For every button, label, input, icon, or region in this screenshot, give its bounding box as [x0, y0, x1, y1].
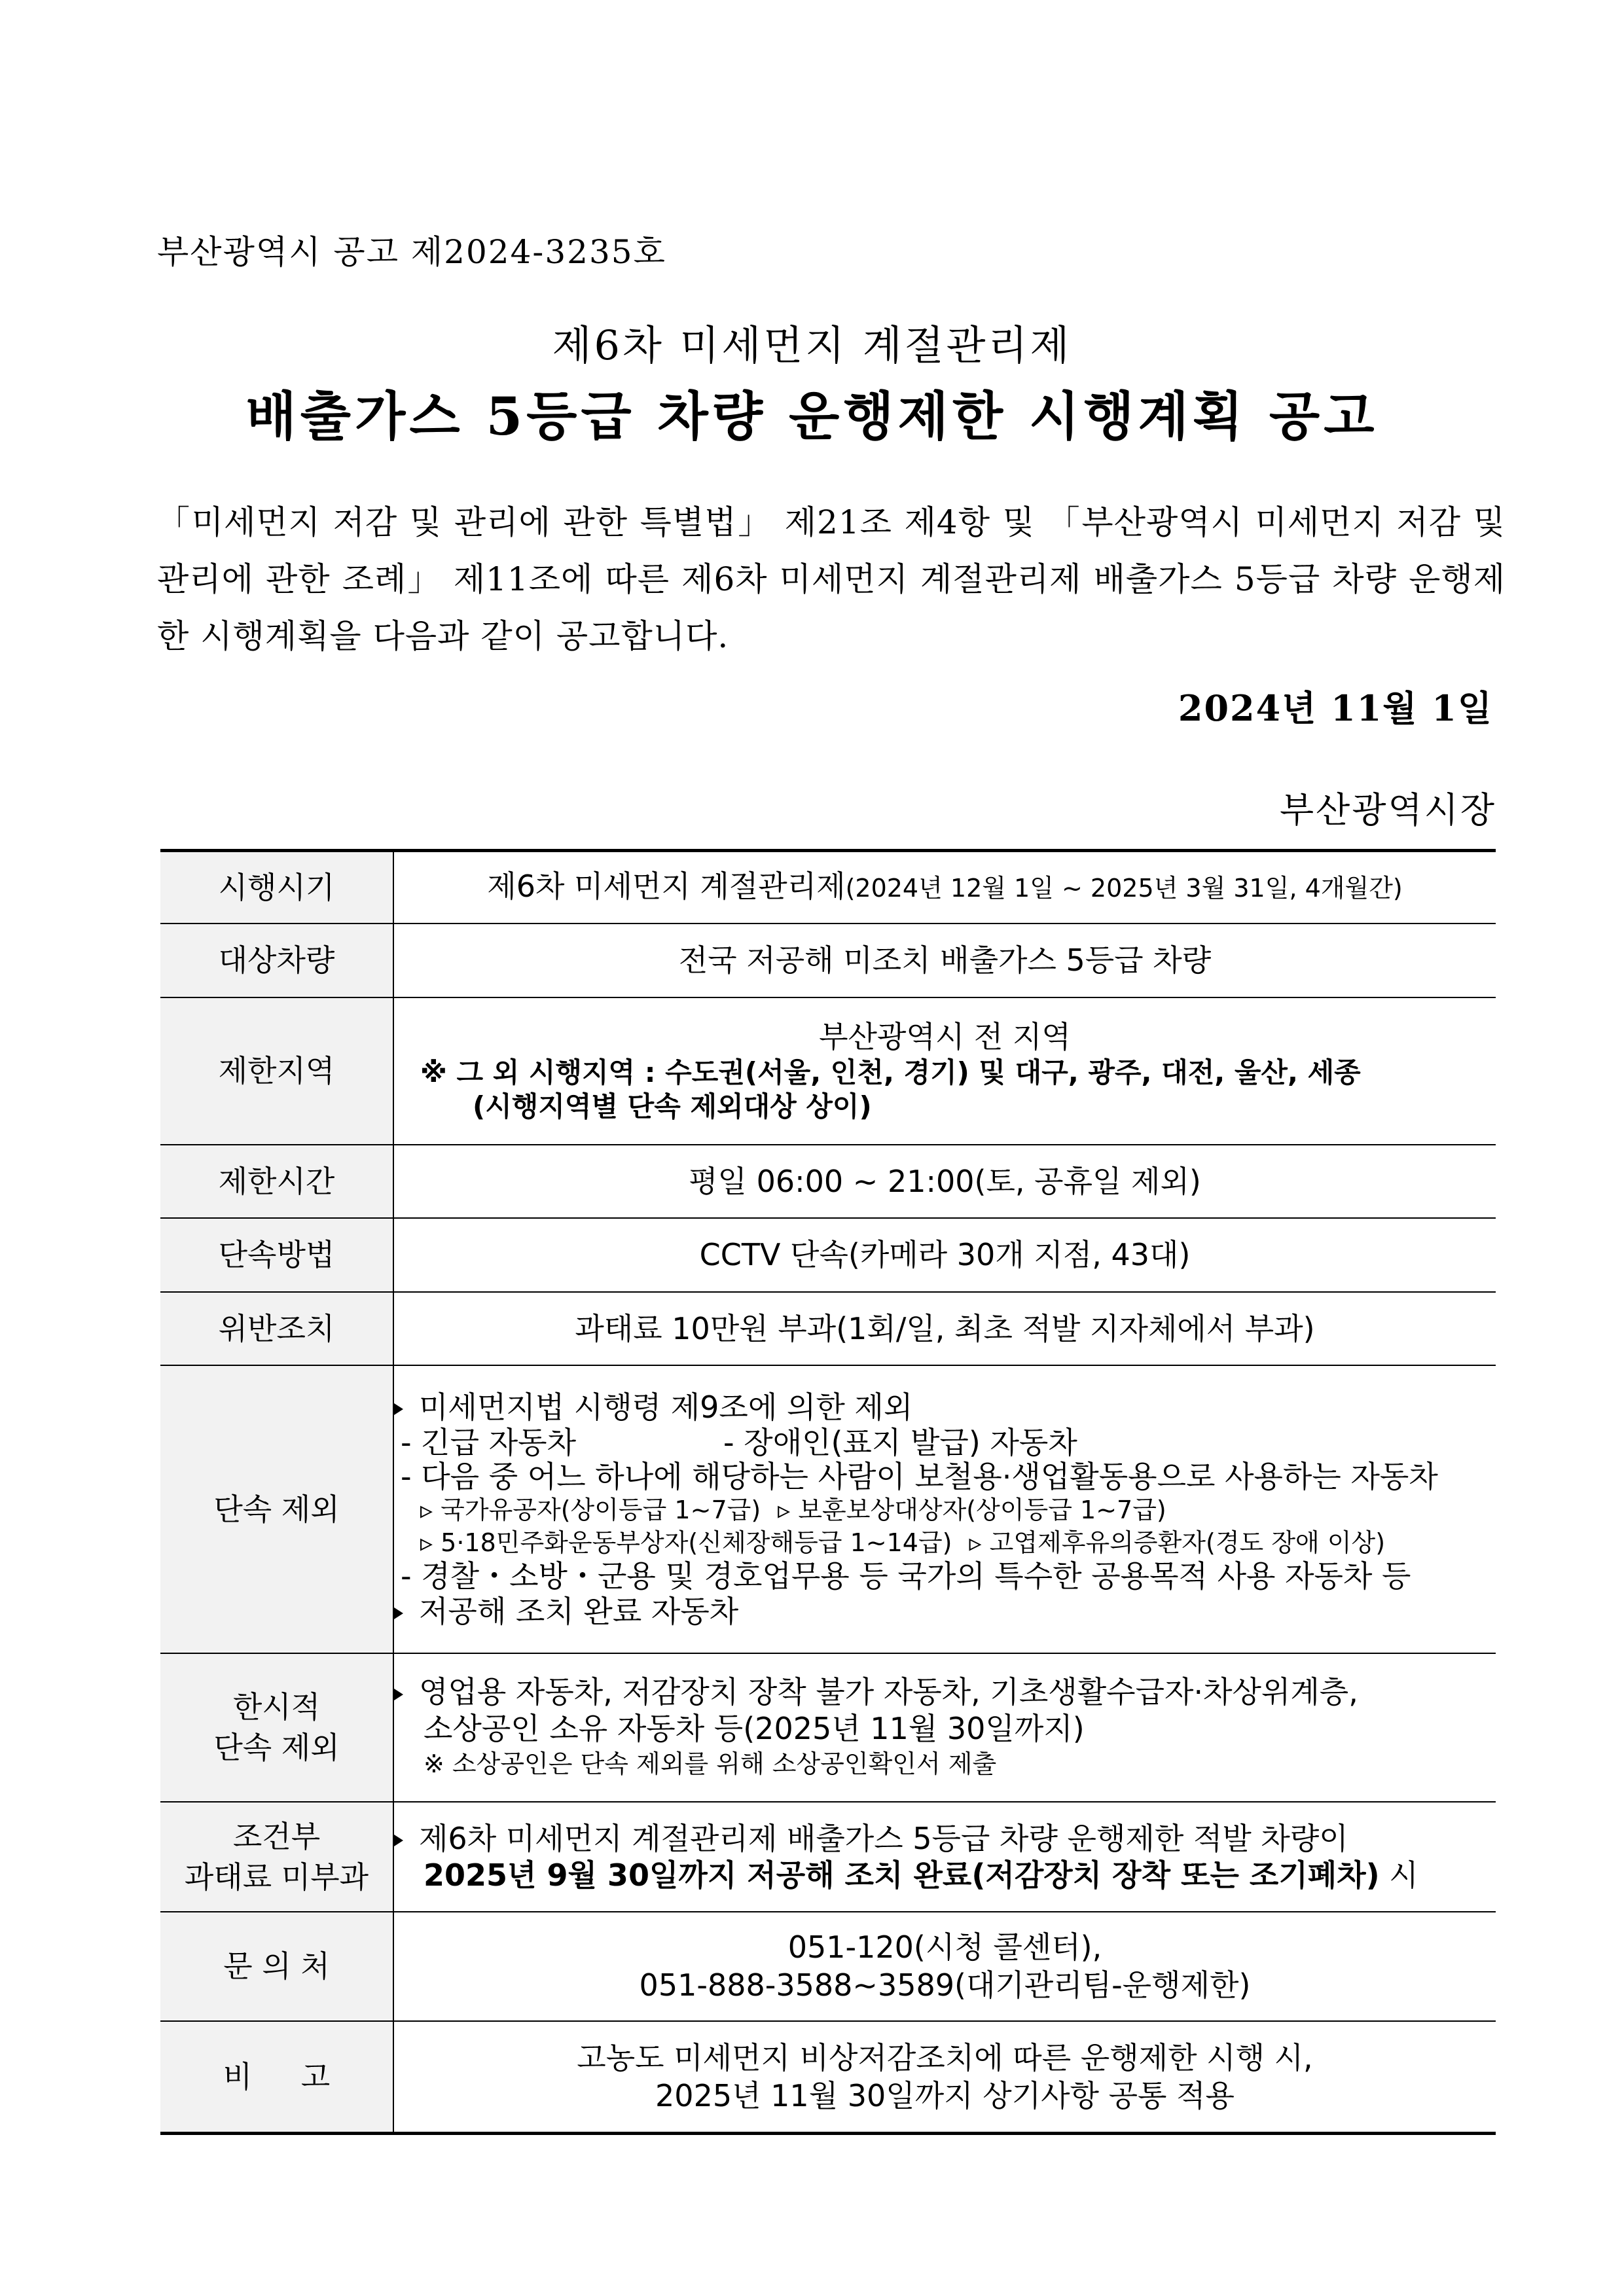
value-method: CCTV 단속(카메라 30개 지점, 43대): [393, 1218, 1496, 1292]
label-conditional: 조건부 과태료 미부과: [160, 1802, 393, 1912]
label-contact: 문 의 처: [160, 1912, 393, 2021]
row-time: [160, 1145, 1496, 1218]
value-temp-exclusion: [393, 1653, 1496, 1802]
notice-date: 2024년 11월 1일: [1178, 687, 1493, 729]
plan-table: [160, 849, 1496, 2135]
row-vehicles: [160, 924, 1496, 997]
temp-exclusion-line-1: 영업용 자동차, 저감장치 장착 불가 자동차, 기초생활수급자·차상위계층,: [394, 1674, 1496, 1710]
value-contact: [393, 1912, 1496, 2021]
exclusion-item-2: 저공해 조치 완료 자동차: [394, 1593, 1496, 1630]
contact-line-2: 051-888-3588~3589(대기관리팀-운행제한): [639, 1967, 1251, 2003]
period-main: 제6차 미세먼지 계절관리제: [487, 869, 846, 905]
value-region: [393, 997, 1496, 1145]
triangle-bullet-icon: [394, 1607, 403, 1619]
label-region: 제한지역: [160, 997, 393, 1145]
temp-exclusion-line-2: 소상공인 소유 자동차 등(2025년 11월 30일까지): [424, 1711, 1085, 1746]
label-remarks: 비 고: [160, 2021, 393, 2134]
label-period: 시행시기: [160, 851, 393, 924]
row-method: [160, 1218, 1496, 1292]
remarks-line-1: 고농도 미세먼지 비상저감조치에 따른 운행제한 시행 시,: [577, 2039, 1313, 2075]
value-period: [393, 851, 1496, 924]
value-remarks: [393, 2021, 1496, 2134]
exclusion-sub-1: ▹ 국가유공자(상이등급 1~7급) ▹ 보훈보상대상자(상이등급 1~7급): [420, 1495, 1166, 1524]
region-value: 부산광역시 전 지역: [819, 1019, 1071, 1054]
triangle-bullet-icon: [394, 1689, 403, 1700]
row-conditional: [160, 1802, 1496, 1912]
title-line-2: 배출가스 5등급 차량 운행제한 시행계획 공고: [245, 386, 1379, 447]
label-vehicles: 대상차량: [160, 924, 393, 997]
value-conditional: [393, 1802, 1496, 1912]
value-penalty: 과태료 10만원 부과(1회/일, 최초 적발 지자체에서 부과): [393, 1292, 1496, 1365]
value-exclusion: [393, 1365, 1496, 1653]
period-detail: (2024년 12월 1일 ~ 2025년 3월 31일, 4개월간): [845, 874, 1403, 903]
exclusion-dash-1: - 긴급 자동차 - 장애인(표지 발급) 자동차: [401, 1424, 1077, 1460]
temp-exclusion-note: ※ 소상공인은 단속 제외를 위해 소상공인확인서 제출: [424, 1749, 997, 1778]
exclusion-dash-3: - 경찰・소방・군용 및 경호업무용 등 국가의 특수한 공용목적 사용 자동차 등: [401, 1558, 1411, 1594]
exclusion-item-1: 미세먼지법 시행령 제9조에 의한 제외: [394, 1389, 1496, 1426]
row-period: [160, 851, 1496, 924]
region-note-2: (시행지역별 단속 제외대상 상이): [473, 1090, 872, 1122]
label-temp-exclusion: 한시적 단속 제외: [160, 1653, 393, 1802]
label-time: 제한시간: [160, 1145, 393, 1218]
row-remarks: [160, 2021, 1496, 2134]
triangle-bullet-icon: [394, 1835, 403, 1846]
row-penalty: [160, 1292, 1496, 1365]
row-temp-exclusion: [160, 1653, 1496, 1802]
exclusion-dash-2: - 다음 중 어느 하나에 해당하는 사람이 보철용·생업활동용으로 사용하는 자동차: [401, 1458, 1438, 1494]
label-method: 단속방법: [160, 1218, 393, 1292]
contact-line-1: 051-120(시청 콜센터),: [787, 1929, 1102, 1965]
exclusion-sub-2: ▹ 5·18민주화운동부상자(신체장해등급 1~14급) ▹ 고엽제후유의증환자(경도 장애 이상): [420, 1528, 1386, 1557]
triangle-bullet-icon: [394, 1403, 403, 1415]
row-contact: [160, 1912, 1496, 2021]
value-time: 평일 06:00 ~ 21:00(토, 공휴일 제외): [393, 1145, 1496, 1218]
intro-paragraph: 「미세먼지 저감 및 관리에 관한 특별법」 제21조 제4항 및 「부산광역시 미세먼지 저감 및 관리에 관한 조례」 제11조에 따른 제6차 미세먼지 계절관리제 배출가스 5등급 차량 운행제한 시행계획을 다음과 같이 공고합니다.: [157, 503, 1506, 655]
signer: 부산광역시장: [1280, 789, 1496, 831]
region-note-1: ※ 그 외 시행지역 : 수도권(서울, 인천, 경기) 및 대구, 광주, 대전, 울산, 세종: [420, 1056, 1361, 1088]
row-region: [160, 997, 1496, 1145]
value-vehicles: 전국 저공해 미조치 배출가스 5등급 차량: [393, 924, 1496, 997]
conditional-line-1: 제6차 미세먼지 계절관리제 배출가스 5등급 차량 운행제한 적발 차량이: [394, 1820, 1496, 1857]
label-penalty: 위반조치: [160, 1292, 393, 1365]
conditional-line-2: 2025년 9월 30일까지 저공해 조치 완료(저감장치 장착 또는 조기폐차) 시: [424, 1857, 1418, 1893]
row-exclusion: [160, 1365, 1496, 1653]
title-line-1: 제6차 미세먼지 계절관리제: [552, 321, 1072, 369]
label-exclusion: 단속 제외: [160, 1365, 393, 1653]
notice-number: 부산광역시 공고 제2024-3235호: [157, 233, 666, 271]
remarks-line-2: 2025년 11월 30일까지 상기사항 공통 적용: [655, 2077, 1235, 2113]
